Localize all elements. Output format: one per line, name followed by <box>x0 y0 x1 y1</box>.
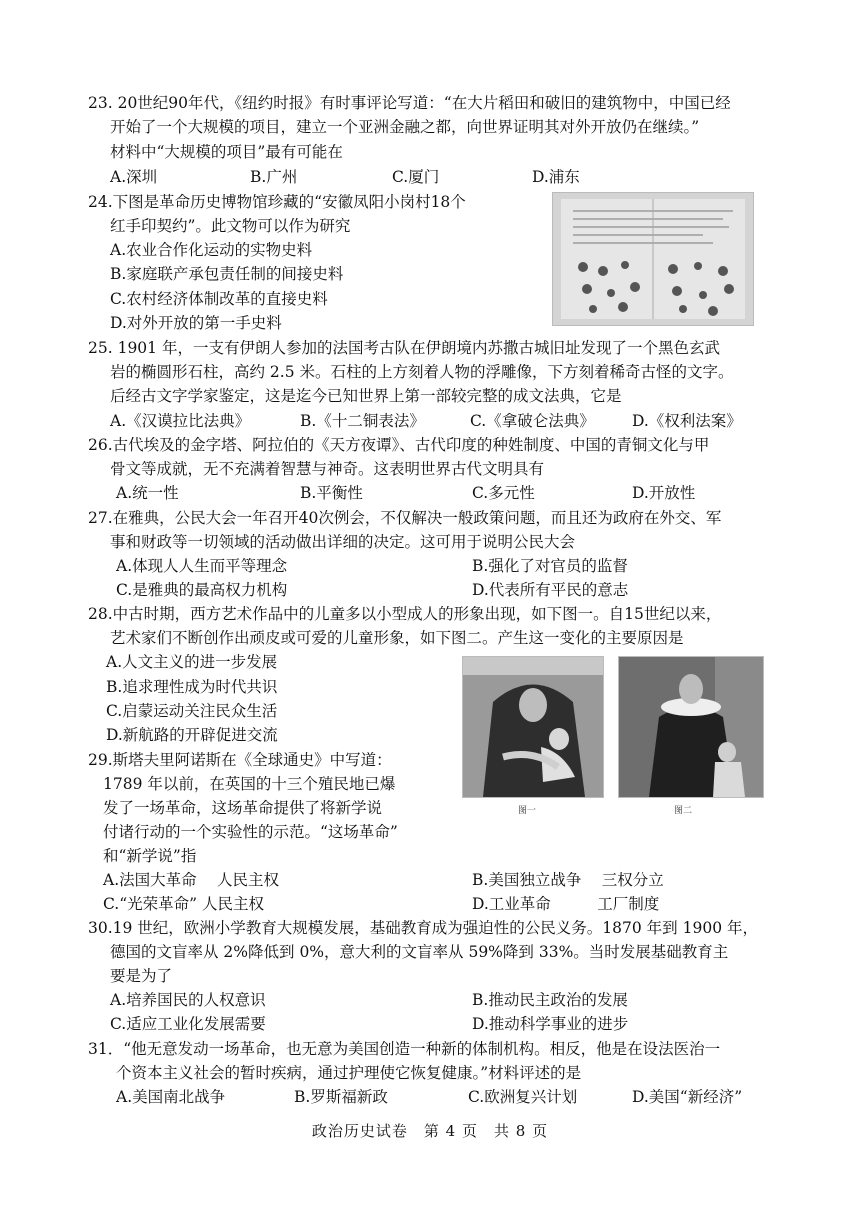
q29-line-5: 和“新学说”指 <box>103 847 197 865</box>
q27-line-1: 27.在雅典，公民大会一年召开40次例会，不仅解决一般政策问题，而且还为政府在外交、军 <box>88 509 722 527</box>
q27-line-2: 事和财政等一切领域的活动做出详细的决定。这可用于说明公民大会 <box>110 533 576 551</box>
q30-option-a: A.培养国民的人权意识 <box>110 991 266 1009</box>
q23-option-a: A.深圳 <box>110 168 158 186</box>
q31-option-b: B.罗斯福新政 <box>294 1088 388 1106</box>
q24-line-2: 红手印契约”。此文物可以作为研究 <box>110 217 351 235</box>
q25-option-b: B.《十二铜表法》 <box>300 412 425 430</box>
q24-option-a: A.农业合作化运动的实物史料 <box>110 241 313 259</box>
q29-line-3: 发了一场革命，这场革命提供了将新学说 <box>103 799 383 817</box>
q27-option-b: B.强化了对官员的监督 <box>472 557 628 575</box>
q26-line-1: 26.古代埃及的金字塔、阿拉伯的《天方夜谭》、古代印度的种姓制度、中国的青铜文化与甲 <box>88 436 710 454</box>
q23-option-d: D.浦东 <box>532 168 580 186</box>
painting-1-madonna <box>462 656 604 798</box>
q25-line-3: 后经古文字学家鉴定，这是迄今已知世界上第一部较完整的成文法典，它是 <box>110 387 622 405</box>
page-footer: 政治历史试卷 第 4 页 共 8 页 <box>311 1122 549 1140</box>
q23-option-b: B.广州 <box>250 168 298 186</box>
q27-option-d: D.代表所有平民的意志 <box>472 581 629 599</box>
q26-option-d: D.开放性 <box>632 484 696 502</box>
q30-line-1: 30.19 世纪，欧洲小学教育大规模发展，基础教育成为强迫性的公民义务。1870 年到 1900 年， <box>88 919 758 937</box>
q30-line-3: 要是为了 <box>110 967 173 985</box>
q28-line-2: 艺术家们不断创作出顽皮或可爱的儿童形象，如下图二。产生这一变化的主要原因是 <box>110 629 684 647</box>
q25-option-d: D.《权利法案》 <box>632 412 742 430</box>
q27-option-a: A.体现人人生而平等理念 <box>116 557 288 575</box>
q26-option-b: B.平衡性 <box>300 484 363 502</box>
q30-option-d: D.推动科学事业的进步 <box>472 1015 629 1033</box>
q29-line-4: 付诸行动的一个实验性的示范。“这场革命” <box>103 823 398 841</box>
q29-line-1: 29.斯塔夫里阿诺斯在《全球通史》中写道： <box>88 751 392 769</box>
q31-option-d: D.美国“新经济” <box>632 1088 743 1106</box>
q26-option-a: A.统一性 <box>116 484 179 502</box>
q25-option-c: C.《拿破仑法典》 <box>470 412 595 430</box>
q28-option-c: C.启蒙运动关注民众生活 <box>106 702 278 720</box>
q29-option-d: D.工业革命 工厂制度 <box>472 895 660 913</box>
q27-option-c: C.是雅典的最高权力机构 <box>116 581 288 599</box>
figure-2-caption: 图二 <box>674 806 693 816</box>
contract-photo <box>552 192 754 326</box>
q25-line-2: 岩的椭圆形石柱，高约 2.5 米。石柱的上方刻着人物的浮雕像，下方刻着稀奇古怪的文字。 <box>110 363 734 381</box>
q26-option-c: C.多元性 <box>472 484 535 502</box>
q24-option-d: D.对外开放的第一手史料 <box>110 314 282 332</box>
q31-option-c: C.欧洲复兴计划 <box>468 1088 578 1106</box>
q28-option-a: A.人文主义的进一步发展 <box>106 653 278 671</box>
painting-2-portrait <box>618 656 764 798</box>
q28-line-1: 28.中古时期，西方艺术作品中的儿童多以小型成人的形象出现，如下图一。自15世纪以来， <box>88 605 722 623</box>
q25-option-a: A.《汉谟拉比法典》 <box>110 412 251 430</box>
q23-line-1: 23. 20世纪90年代，《纽约时报》有时事评论写道：“在大片稻田和破旧的建筑物中，中国已经 <box>88 94 731 112</box>
q29-line-2: 1789 年以前，在英国的十三个殖民地已爆 <box>103 775 396 793</box>
q24-option-b: B.家庭联产承包责任制的间接史料 <box>110 265 344 283</box>
q24-option-c: C.农村经济体制改革的直接史料 <box>110 290 328 308</box>
figure-1-caption: 图一 <box>518 806 537 816</box>
q30-option-c: C.适应工业化发展需要 <box>110 1015 266 1033</box>
q23-line-2: 开始了一个大规模的项目，建立一个亚洲金融之都，向世界证明其对外开放仍在继续。” <box>110 118 700 136</box>
q24-line-1: 24.下图是革命历史博物馆珍藏的“安徽凤阳小岗村18个 <box>88 193 466 211</box>
q29-option-b: B.美国独立战争 三权分立 <box>472 871 664 889</box>
q31-option-a: A.美国南北战争 <box>116 1088 226 1106</box>
q31-line-1: 31．“他无意发动一场革命，也无意为美国创造一种新的体制机构。相反，他是在设法医治一 <box>88 1040 721 1058</box>
q23-option-c: C.厦门 <box>392 168 440 186</box>
q28-option-b: B.追求理性成为时代共识 <box>106 678 278 696</box>
q29-option-c: C.“光荣革命” 人民主权 <box>103 895 265 913</box>
q30-option-b: B.推动民主政治的发展 <box>472 991 628 1009</box>
q23-line-3: 材料中“大规模的项目”最有可能在 <box>110 143 343 161</box>
q29-option-a: A.法国大革命 人民主权 <box>103 871 280 889</box>
q26-line-2: 骨文等成就，无不充满着智慧与神奇。这表明世界古代文明具有 <box>110 460 545 478</box>
q30-line-2: 德国的文盲率从 2%降低到 0%，意大利的文盲率从 59%降到 33%。当时发展基础教育主 <box>110 943 729 961</box>
q28-option-d: D.新航路的开辟促进交流 <box>106 726 278 744</box>
q25-line-1: 25. 1901 年，一支有伊朗人参加的法国考古队在伊朗境内苏撒古城旧址发现了一个黑色玄武 <box>88 339 720 357</box>
q31-line-2: 个资本主义社会的暂时疾病，通过护理使它恢复健康。”材料评述的是 <box>116 1064 582 1082</box>
